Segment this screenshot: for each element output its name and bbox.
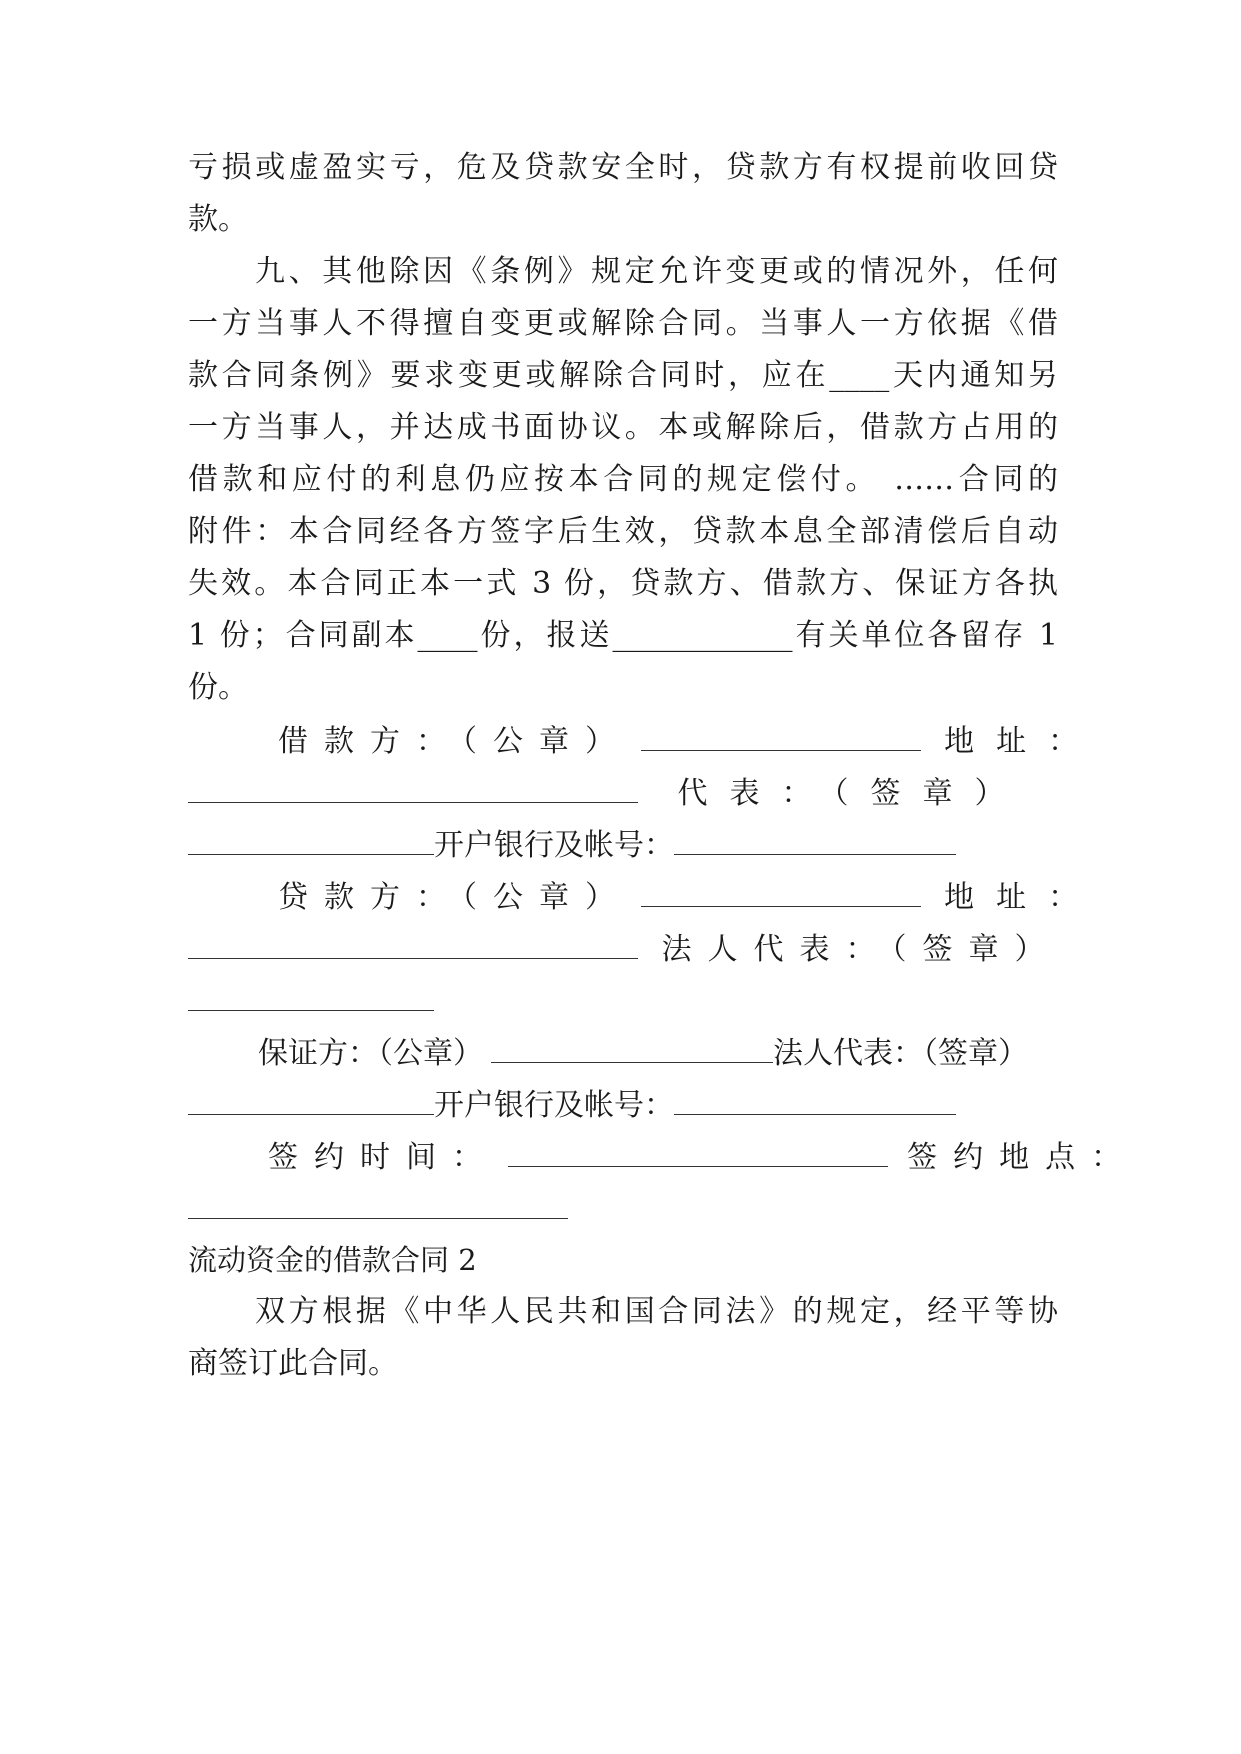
guarantor-bank-blank bbox=[674, 1084, 956, 1115]
body-line-6: 一方当事人，并达成书面协议。本或解除后，借款方占用的 bbox=[188, 410, 1058, 445]
lender-address-blank bbox=[188, 928, 638, 959]
borrower-bank-row bbox=[188, 824, 1058, 866]
sign-place-blank bbox=[188, 1188, 568, 1219]
lender-rep-row bbox=[188, 928, 1061, 970]
body-line-5: 款合同条例》要求变更或解除合同时，应在____天内通知另 bbox=[188, 358, 1058, 393]
lender-address-label: 地址： bbox=[944, 880, 1101, 915]
lender-rep-blank bbox=[188, 980, 434, 1011]
borrower-rep-label: 代表：（签章） bbox=[677, 776, 1027, 811]
borrower-address-blank bbox=[188, 772, 638, 803]
lender-signature-row bbox=[278, 876, 1101, 918]
guarantor-bank-label: 开户银行及帐号： bbox=[434, 1088, 674, 1123]
body-line-8: 附件：本合同经各方签字后生效，贷款本息全部清偿后自动 bbox=[188, 514, 1058, 549]
borrower-bank-blank bbox=[674, 824, 956, 855]
guarantor-rep-blank bbox=[188, 1084, 434, 1115]
guarantor-seal-blank bbox=[491, 1032, 773, 1063]
borrower-rep-blank bbox=[188, 824, 434, 855]
body-line-10: 1 份；合同副本____份，报送____________有关单位各留存 1 bbox=[188, 618, 1058, 653]
borrower-address-label: 地址： bbox=[944, 724, 1101, 759]
guarantor-legal-rep-label: 法人代表：（签章） bbox=[773, 1036, 1028, 1071]
borrower-seal-label: 借款方：（公章） bbox=[278, 724, 631, 759]
section-body-line-2: 商签订此合同。 bbox=[188, 1346, 398, 1381]
body-line-4: 一方当事人不得擅自变更或解除合同。当事人一方依据《借 bbox=[188, 306, 1058, 341]
guarantor-signature-row bbox=[258, 1032, 1068, 1074]
body-line-9: 失效。本合同正本一式 3 份，贷款方、借款方、保证方各执 bbox=[188, 566, 1058, 601]
guarantor-seal-label: 保证方：（公章） bbox=[258, 1036, 483, 1071]
lender-seal-blank bbox=[641, 876, 921, 907]
sign-time-blank bbox=[508, 1136, 888, 1167]
body-line-11: 份。 bbox=[188, 670, 248, 705]
borrower-signature-row bbox=[278, 720, 1101, 762]
body-line-2: 款。 bbox=[188, 202, 248, 237]
borrower-bank-label: 开户银行及帐号： bbox=[434, 828, 674, 863]
section-title: 流动资金的借款合同 2 bbox=[188, 1243, 477, 1277]
body-line-7: 借款和应付的利息仍应按本合同的规定偿付。 ……合同的 bbox=[188, 462, 1058, 497]
clause-nine-line-1: 九、其他除因《条例》规定允许变更或的情况外，任何 bbox=[255, 254, 1058, 289]
signing-place-blank-row bbox=[188, 1188, 1058, 1230]
sign-time-label: 签约时间： bbox=[268, 1140, 498, 1175]
body-line-1: 亏损或虚盈实亏，危及贷款安全时，贷款方有权提前收回贷 bbox=[188, 150, 1058, 185]
lender-rep-blank-row bbox=[188, 980, 1058, 1022]
guarantor-bank-row bbox=[188, 1084, 1058, 1126]
lender-legal-rep-label: 法人代表：（签章） bbox=[661, 932, 1061, 967]
signing-time-row bbox=[268, 1136, 1138, 1178]
lender-seal-label: 贷款方：（公章） bbox=[278, 880, 631, 915]
borrower-seal-blank bbox=[641, 720, 921, 751]
sign-place-label: 签约地点： bbox=[907, 1140, 1138, 1175]
section-body-line-1: 双方根据《中华人民共和国合同法》的规定，经平等协 bbox=[255, 1294, 1058, 1329]
borrower-rep-row bbox=[188, 772, 1058, 814]
